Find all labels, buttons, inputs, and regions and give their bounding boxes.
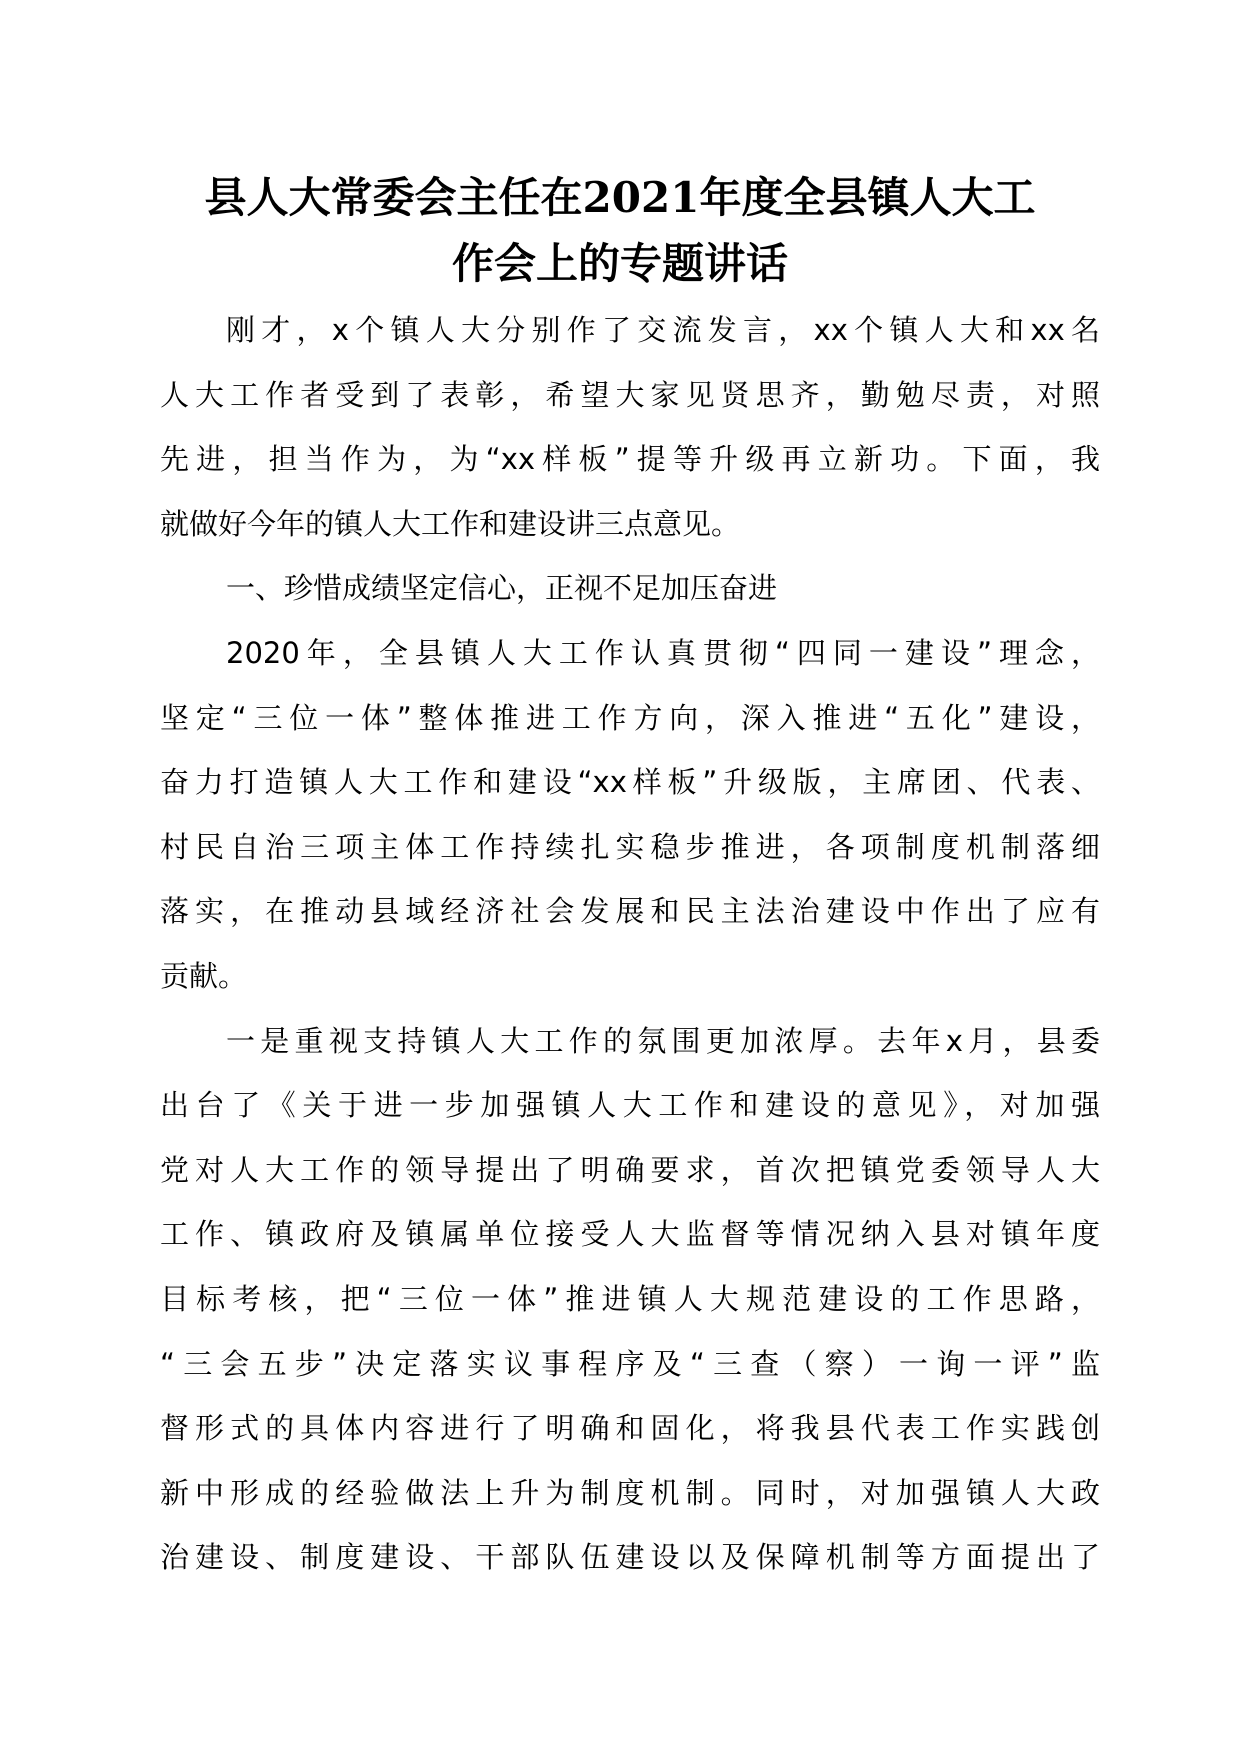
paragraph-line: “三会五步”决定落实议事程序及“三查（察）一询一评”监 [160, 1346, 1100, 1381]
paragraph-line: 先进，担当作为，为“xx样板”提等升级再立新功。下面，我 [160, 442, 1100, 477]
paragraph-line: 村民自治三项主体工作持续扎实稳步推进，各项制度机制落细 [160, 829, 1100, 864]
paragraph-line: 目标考核，把“三位一体”推进镇人大规范建设的工作思路， [160, 1281, 1100, 1316]
paragraph-line: 坚定“三位一体”整体推进工作方向，深入推进“五化”建设， [160, 700, 1100, 735]
paragraph-line: 奋力打造镇人大工作和建设“xx样板”升级版，主席团、代表、 [160, 765, 1100, 800]
paragraph-line: 新中形成的经验做法上升为制度机制。同时，对加强镇人大政 [160, 1475, 1100, 1510]
paragraph-line: 落实，在推动县域经济社会发展和民主法治建设中作出了应有 [160, 894, 1100, 929]
paragraph-line: 贡献。 [160, 958, 248, 993]
paragraph-line: 工作、镇政府及镇属单位接受人大监督等情况纳入县对镇年度 [160, 1217, 1100, 1252]
paragraph-line: 一是重视支持镇人大工作的氛围更加浓厚。去年x月，县委 [226, 1023, 1100, 1058]
paragraph-line: 就做好今年的镇人大工作和建设讲三点意见。 [160, 506, 741, 541]
section-heading: 一、珍惜成绩坚定信心，正视不足加压奋进 [226, 571, 778, 606]
paragraph-line: 刚才，x个镇人大分别作了交流发言，xx个镇人大和xx名 [226, 313, 1100, 347]
document-title-line-2: 作会上的专题讲话 [451, 239, 788, 288]
paragraph-line: 党对人大工作的领导提出了明确要求，首次把镇党委领导人大 [160, 1152, 1100, 1187]
paragraph-line: 人大工作者受到了表彰，希望大家见贤思齐，勤勉尽责，对照 [160, 377, 1100, 412]
document-body [160, 298, 1100, 1590]
paragraph-line: 治建设、制度建设、干部队伍建设以及保障机制等方面提出了 [160, 1540, 1100, 1575]
document-title-line-1: 县人大常委会主任在2021年度全县镇人大工 [204, 173, 1036, 222]
paragraph-line: 2020年，全县镇人大工作认真贯彻“四同一建设”理念， [226, 635, 1100, 670]
paragraph-line: 出台了《关于进一步加强镇人大工作和建设的意见》，对加强 [160, 1088, 1100, 1123]
paragraph-line: 督形式的具体内容进行了明确和固化，将我县代表工作实践创 [160, 1411, 1100, 1446]
